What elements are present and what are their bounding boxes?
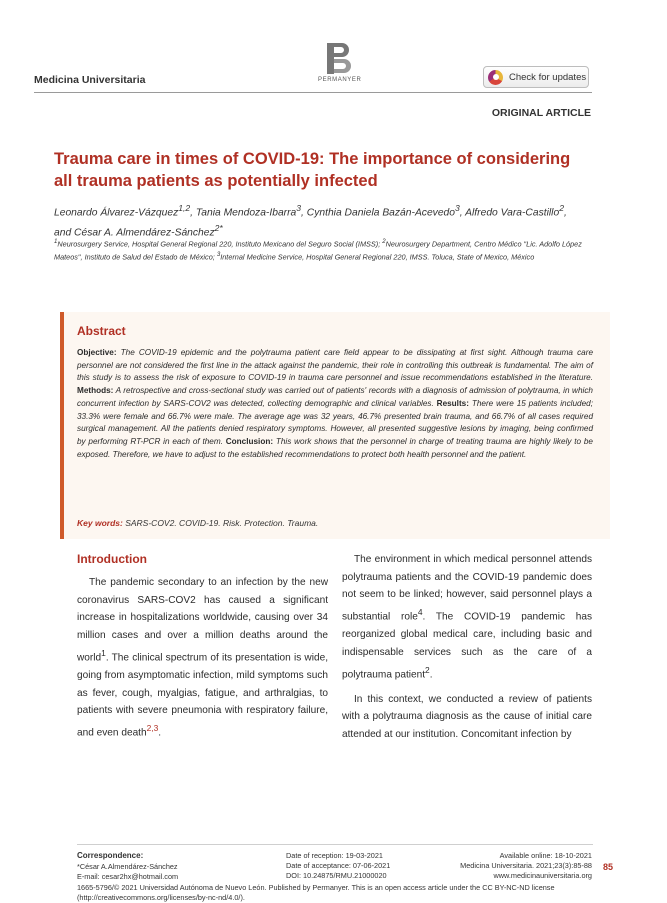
journal-name: Medicina Universitaria [34, 74, 146, 86]
keywords [77, 518, 318, 528]
conclusion-text: This work shows that the personnel in charge of treating trauma are highly likely to be exposed. Therefore, we have to adjust to the established recommendations to protect both health personnel and the patient. [77, 436, 593, 459]
affiliations [54, 236, 594, 263]
affiliation-number: 3 [216, 251, 221, 259]
affiliation-text: Neurosurgery Service, Hospital General Regional 220, Instituto Mexicano del Seguro Social (IMSS); [57, 239, 383, 249]
article-title: Trauma care in times of COVID-19: The importance of considering all trauma patients as potentially infected [54, 150, 571, 190]
footer-divider [77, 844, 593, 845]
intro-paragraph-3: In this context, we conducted a review of patients with a polytrauma diagnosis as the cause of initial care attended at our institution. Concomitant infection by [342, 693, 592, 741]
check-for-updates-button[interactable] [483, 66, 589, 88]
intro-paragraph-2: The environment in which medical personnel attends polytrauma patients and the COVID-19 pandemic does not seem to be linked; however, said personnel plays a substantial role$^4$. The COVID-19 pandemic has reorganized global medical care, including basic and indispensable services such as the care of a polytrauma patient$^2$. [342, 554, 592, 680]
author-affiliation-ref: 2 [559, 203, 564, 213]
keywords-text: SARS-COV2. COVID-19. Risk. Protection. Trauma. [125, 518, 319, 528]
left-column [77, 574, 328, 742]
results-label: Results: [436, 398, 469, 408]
article-dates [286, 851, 390, 882]
abstract-body [77, 347, 593, 461]
correspondence-label: Correspondence: [77, 851, 144, 860]
author-affiliation-ref: 2* [214, 222, 223, 233]
publisher-logo [318, 42, 362, 83]
affiliation-number: 1 [54, 238, 58, 245]
affiliation-text: Neurosurgery Department, Centro Médico "Lic. Adolfo López Mateos", Instituto de Salud del Estado de México; [54, 239, 582, 262]
available-online: Available online: 18-10-2021 [499, 851, 592, 860]
conclusion-label: Conclusion: [225, 436, 274, 446]
methods-text: A retrospective and cross-sectional study was carried out of patients' records with a diagnosis of admission of polytrauma, in which concurrent infection by SARS-COV2 was detected, collecting demographic and clinical variables. [77, 386, 593, 408]
affiliation-number: 2 [382, 238, 386, 245]
objective-text: The COVID-19 epidemic and the polytrauma patient care field appear to be dissipating at first sight. Although trauma care personnel are not considered the first line in the attack against the pandemic, their role in controlling this outbreak is fundamental. The aim of this study is to assess the risk of exposure to COVID-19 in trauma care personnel and issue recommendations established in the literature. [77, 348, 593, 383]
keywords-label: Key words: [77, 518, 123, 528]
citation: Medicina Universitaria. 2021;23(3):85-88 [460, 861, 592, 871]
article-type: ORIGINAL ARTICLE [491, 107, 591, 119]
affiliation-text: Internal Medicine Service, Hospital General Regional 220, IMSS. Toluca, State of Mexico, México [220, 252, 535, 262]
author-affiliation-ref: 3 [455, 203, 460, 213]
correspondence-info [77, 862, 178, 882]
methods-label: Methods: [77, 386, 114, 396]
results-text: There were 15 patients included; 33.3% were female and 66.7% were male. The average age was 32 years, 46.7% presented brain trauma, and 66.7% of all cases required surgical management. All the patients denied respiratory symptoms. However, all presented suggestive lesions by imaging, being confirmed by performing RT-PCR in each of them. [77, 398, 593, 446]
header-divider [34, 92, 592, 93]
website-link[interactable]: www.medicinauniversitaria.org [493, 871, 592, 881]
author-list: Leonardo Álvarez-Vázquez$^{1,2}$, Tania Mendoza-Ibarra$^3$, Cynthia Daniela Bazán-Acevedo$^3$, Alfredo Vara-Castillo$^2$, and César A. Almendárez-Sánchez$^{2*}$ [54, 203, 567, 239]
author-name: Cynthia Daniela Bazán-Acevedo [306, 207, 456, 219]
publisher-name: PERMANYER [318, 77, 362, 83]
corr-email[interactable]: E-mail: cesar2hx@hotmail.com [77, 872, 179, 882]
abstract-heading: Abstract [77, 324, 126, 338]
check-for-updates-label: Check for updates [509, 71, 587, 83]
introduction-heading: Introduction [77, 552, 147, 566]
acceptance-date: Date of acceptance: 07-06-2021 [286, 861, 391, 871]
author-name: Leonardo Álvarez-Vázquez [54, 207, 179, 219]
right-column [342, 551, 592, 744]
corr-name: *César A.Almendárez-Sánchez [77, 862, 178, 871]
citation-ref[interactable]: 2 [425, 664, 430, 675]
author-name: Alfredo Vara-Castillo [465, 207, 560, 219]
page-number: 85 [602, 862, 613, 872]
author-name: César A. Almendárez-Sánchez [74, 227, 215, 239]
author-name: Tania Mendoza-Ibarra [195, 207, 297, 219]
doi[interactable]: DOI: 10.24875/RMU.21000020 [286, 871, 387, 881]
reception-date: Date of reception: 19-03-2021 [286, 851, 383, 860]
citation-ref[interactable]: 1 [101, 647, 106, 658]
author-affiliation-ref: 3 [296, 203, 302, 213]
citation-ref[interactable]: 2,3 [146, 722, 159, 733]
author-affiliation-ref: 1,2 [178, 203, 191, 213]
license-text: 1665-5796/© 2021 Universidad Autónoma de Nuevo León. Published by Permanyer. This is an open access article under the CC BY-NC-ND license (http://creativecommons.org/licenses/by-nc-nd/4.0/). [77, 883, 555, 903]
permanyer-logo-icon [325, 42, 351, 76]
objective-label: Objective: [77, 348, 117, 357]
crossmark-icon [488, 70, 503, 85]
citation-ref[interactable]: 4 [417, 607, 423, 618]
publication-info [460, 851, 592, 882]
intro-paragraph-1: The pandemic secondary to an infection by the new coronavirus SARS-COV2 has caused a significant increase in hospitalizations worldwide, causing over 34 million cases and over a million deaths around the world$^1$. The clinical spectrum of its presentation is wide, going from asymptomatic infection, mild symptoms such as fever, cough, myalgias, fatigue, and arthralgias, to patients with severe pneumonia with respiratory failure, and even death$^{2,3}$. [77, 577, 328, 739]
